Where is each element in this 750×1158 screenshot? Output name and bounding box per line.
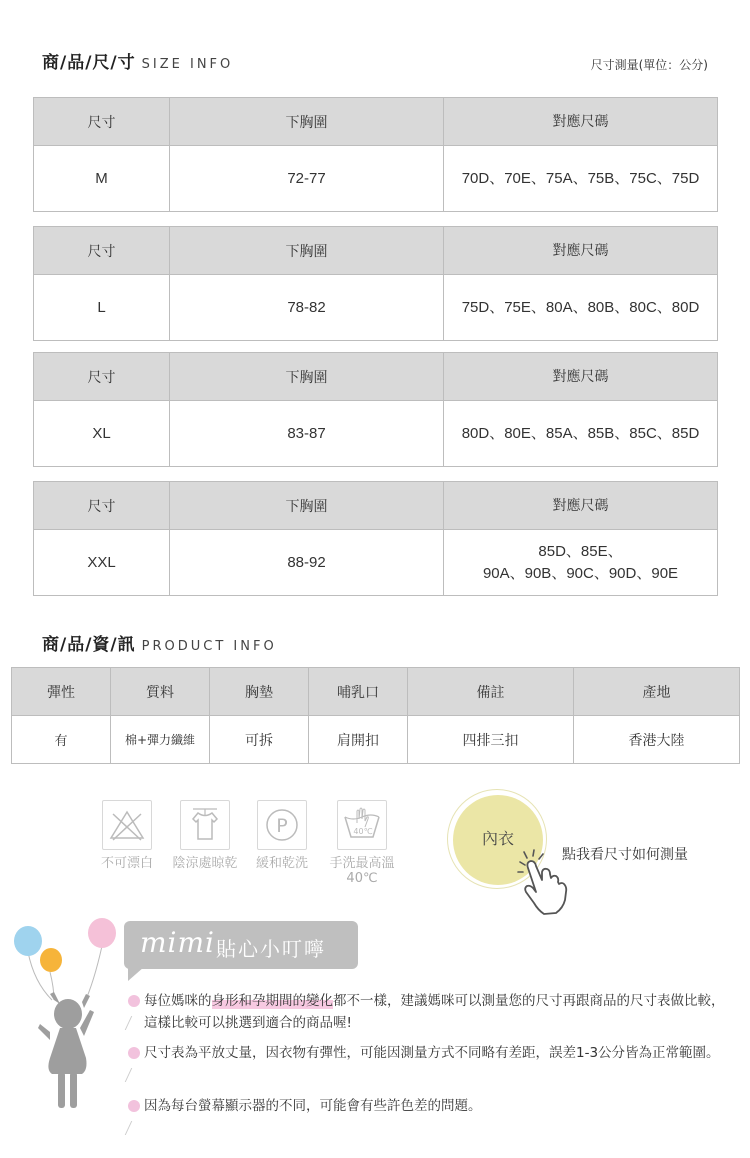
nursing-value: 肩開扣: [309, 716, 408, 764]
material-value: 棉+彈力纖維: [111, 716, 210, 764]
header-origin: 產地: [574, 668, 740, 716]
tips-title: 貼心小叮嚀: [216, 937, 326, 961]
tip-text: 每位媽咪的身形和孕期間的變化都不一樣，建議媽咪可以測量您的尺寸再跟商品的尺寸表做比較，這樣比較可以挑選到適合的商品喔!: [144, 993, 725, 1031]
header-elasticity: 彈性: [12, 668, 111, 716]
bullet-tick-icon: [125, 1121, 144, 1135]
size-table-xxl: [33, 481, 718, 596]
hand-wash-icon: [337, 800, 387, 850]
unit-note: 尺寸測量(單位：公分): [590, 58, 708, 72]
shade-dry-icon: [180, 800, 230, 850]
size-info-title-en: SIZE INFO: [141, 57, 234, 72]
care-hand-wash: [324, 800, 400, 886]
no-bleach-icon: [102, 800, 152, 850]
balloon-blue-icon: [14, 926, 42, 956]
svg-text:P: P: [276, 815, 288, 837]
header-underbust: 下胸圍: [170, 98, 444, 146]
header-underbust: 下胸圍: [170, 353, 444, 401]
measure-guide-link[interactable]: 點我看尺寸如何測量: [562, 847, 688, 863]
header-size: 尺寸: [34, 227, 170, 275]
underbust-value: 78-82: [170, 275, 444, 341]
product-info-title-en: PRODUCT INFO: [141, 639, 277, 654]
header-cups: 對應尺碼: [444, 353, 718, 401]
cups-line-2: 90A、90B、90C、90D、90E: [482, 564, 679, 582]
bullet-dot-icon: [128, 995, 140, 1007]
bullet-tick-icon: [125, 1068, 144, 1082]
size-value: M: [34, 146, 170, 212]
product-info-table: [11, 667, 740, 764]
care-label: 陰涼處晾乾: [172, 856, 238, 871]
cups-value: 70D、70E、75A、75B、75C、75D: [444, 146, 718, 212]
cups-value: 75D、75E、80A、80B、80C、80D: [444, 275, 718, 341]
underbust-value: 88-92: [170, 530, 444, 596]
header-nursing: 哺乳口: [309, 668, 408, 716]
product-info-title-zh: 商/品/資/訊: [42, 635, 136, 655]
header-size: 尺寸: [34, 98, 170, 146]
notes-value: 四排三扣: [408, 716, 574, 764]
care-gentle-dryclean: [252, 800, 312, 871]
care-label-line1: 手洗最高溫: [329, 856, 395, 871]
cups-value: 80D、80E、85A、85B、85C、85D: [444, 401, 718, 467]
care-label: [324, 856, 400, 886]
gentle-dryclean-icon: [257, 800, 307, 850]
underbust-value: 83-87: [170, 401, 444, 467]
header-pad: 胸墊: [210, 668, 309, 716]
header-underbust: 下胸圍: [170, 482, 444, 530]
size-info-title-zh: 商/品/尺/寸: [42, 53, 136, 73]
size-table-l: [33, 226, 718, 341]
balloon-pink-icon: [88, 918, 116, 948]
care-shade-dry: [168, 800, 242, 871]
size-info-title: [42, 48, 233, 73]
hand-wash-temp: 40℃: [353, 827, 373, 836]
tip-item-3: [128, 1095, 728, 1117]
tip-highlight: 身形和孕期間的變化: [211, 993, 333, 1009]
product-info-title: [42, 630, 277, 655]
header-material: 質料: [111, 668, 210, 716]
tip-item-1: [128, 990, 728, 1034]
header-cups: 對應尺碼: [444, 98, 718, 146]
size-table-xl: [33, 352, 718, 467]
tip-text: 尺寸表為平放丈量，因衣物有彈性，可能因測量方式不同略有差距，誤差1-3公分皆為正常範圍。: [144, 1045, 720, 1061]
balloon-orange-icon: [40, 948, 62, 972]
cups-line-1: 85D、85E、: [538, 542, 623, 560]
header-cups: 對應尺碼: [444, 482, 718, 530]
tip-item-2: [128, 1042, 728, 1064]
care-label: 緩和乾洗: [255, 856, 308, 871]
size-value: XXL: [34, 530, 170, 596]
care-label-line2: 40℃: [346, 871, 378, 886]
bullet-dot-icon: [128, 1100, 140, 1112]
header-cups: 對應尺碼: [444, 227, 718, 275]
size-value: L: [34, 275, 170, 341]
tip-text: 因為每台螢幕顯示器的不同，可能會有些許色差的問題。: [144, 1098, 482, 1114]
elasticity-value: 有: [12, 716, 111, 764]
bubble-label: 內衣: [481, 829, 514, 848]
header-notes: 備註: [408, 668, 574, 716]
origin-value: 香港大陸: [574, 716, 740, 764]
care-label: 不可漂白: [100, 856, 153, 871]
girl-silhouette-icon: [38, 992, 94, 1108]
tips-badge: [124, 921, 358, 969]
header-underbust: 下胸圍: [170, 227, 444, 275]
size-value: XL: [34, 401, 170, 467]
bullet-dot-icon: [128, 1047, 140, 1059]
header-size: 尺寸: [34, 353, 170, 401]
cups-value: [444, 530, 718, 596]
care-no-bleach: [96, 800, 158, 871]
size-table-m: [33, 97, 718, 212]
pad-value: 可拆: [210, 716, 309, 764]
girl-balloons-illustration: [10, 912, 120, 1122]
underbust-value: 72-77: [170, 146, 444, 212]
brand-logo: mimi: [140, 926, 216, 959]
header-size: 尺寸: [34, 482, 170, 530]
badge-tail: [128, 967, 144, 981]
